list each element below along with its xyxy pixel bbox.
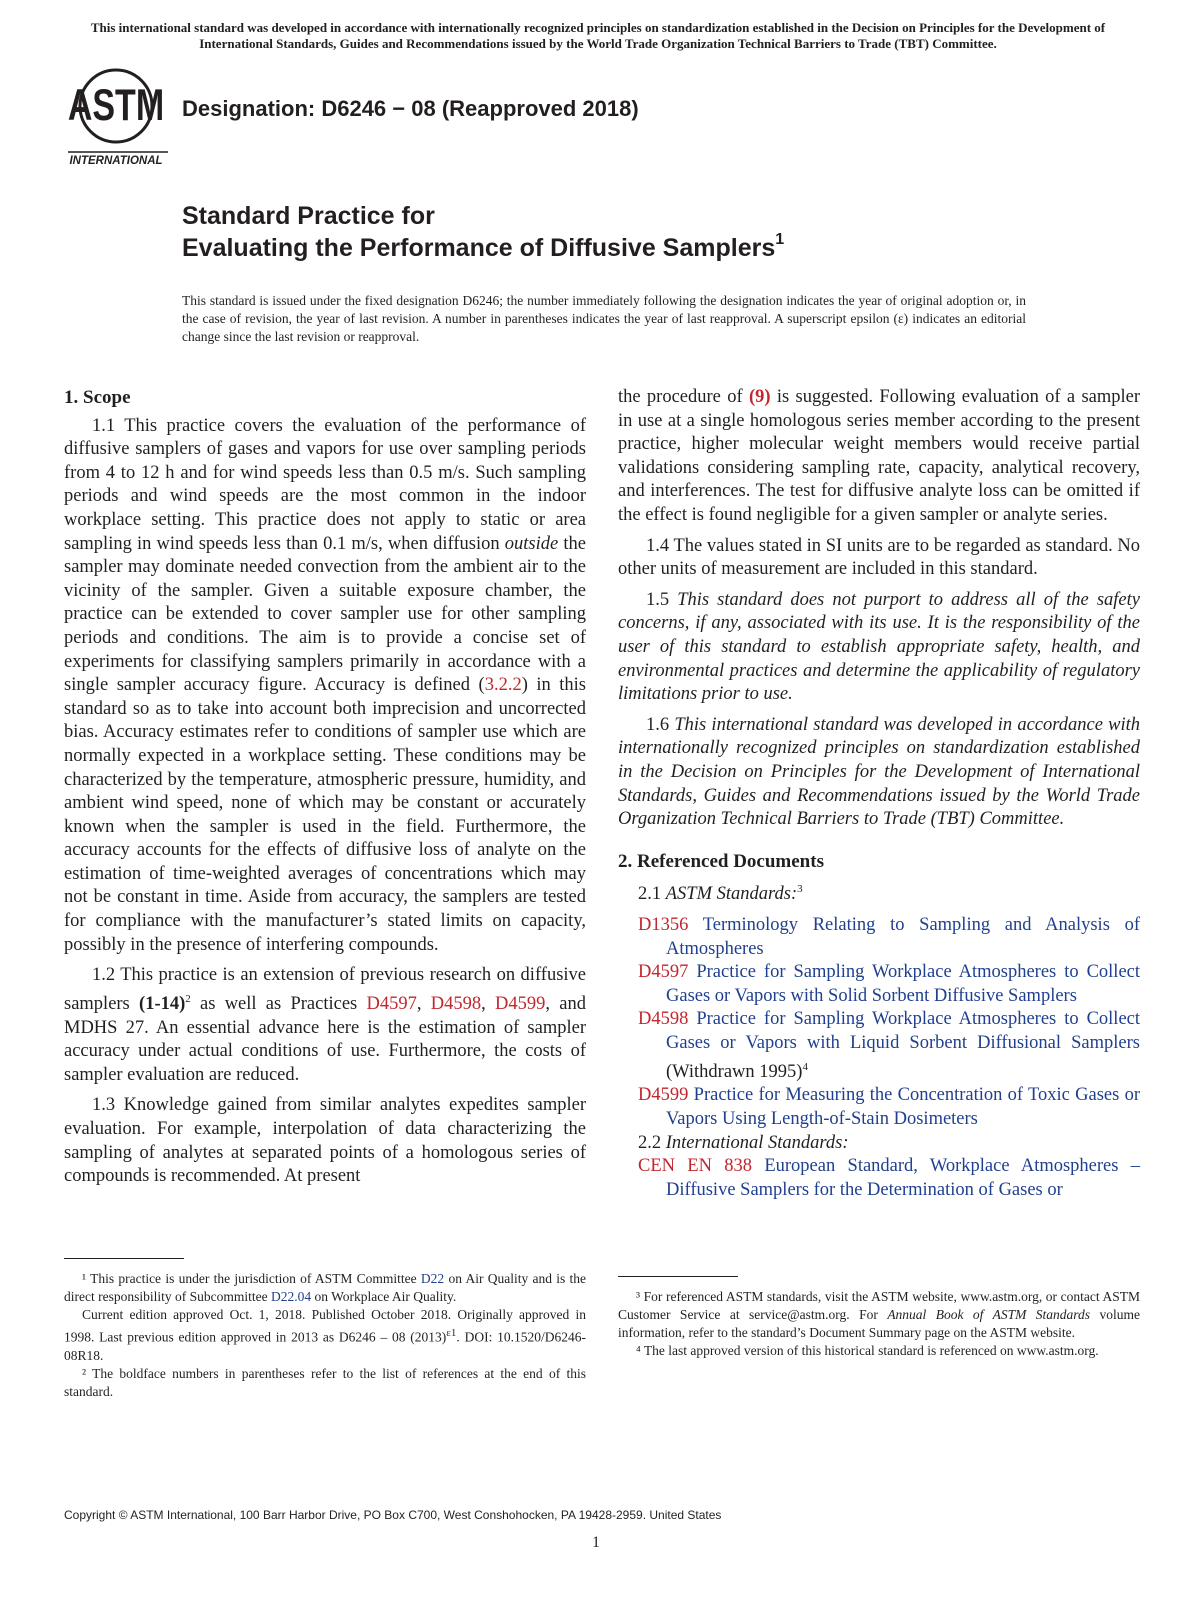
footnote-4: ⁴ The last approved version of this historical standard is referenced on www.astm.org. — [636, 1343, 1099, 1358]
list-item[interactable]: D4597 Practice for Sampling Workplace Atmospheres to Collect Gases or Vapors with Solid Sorbent Diffusive Samplers — [638, 962, 1141, 1006]
reference-link-9[interactable]: (9) — [748, 387, 771, 407]
standard-link-d4598[interactable]: D4598 — [430, 994, 482, 1014]
footnote-3: ³ For referenced ASTM standards, visit the ASTM website, www.astm.org, or contact ASTM Customer Service at service@astm.org. For Annual Book of ASTM Standards volume information, refer to the standard’s Document Summary page on the ASTM website. — [618, 1289, 1140, 1340]
copyright-line: Copyright © ASTM International, 100 Barr Harbor Drive, PO Box C700, West Conshohocken, PA 19428-2959. United States — [64, 1508, 722, 1522]
standard-link-d4597[interactable]: D4597 — [366, 994, 417, 1014]
astm-logo-icon — [64, 64, 172, 170]
footnote-2: ² The boldface numbers in parentheses refer to the list of references at the end of this standard. — [64, 1365, 586, 1399]
svg-text:INTERNATIONAL: INTERNATIONAL — [69, 155, 163, 167]
footnote-1-edition: Current edition approved Oct. 1, 2018. Published October 2018. Originally approved in 1998. Last previous edition approved in 2013 as D6246 – 08 $(2013)^{\varepsilon 1}$. DOI: 10.1520/D6246-08R18. — [64, 1307, 586, 1363]
astm-standards-list — [618, 914, 1140, 1132]
standard-link-d4599[interactable]: D4599 — [495, 994, 546, 1014]
title-text: Evaluating the Performance of Diffusive Samplers — [182, 234, 776, 262]
list-item[interactable]: D4598 Practice for Sampling Workplace Atmospheres to Collect Gases or Vapors with Liquid Sorbent Diffusional Samplers (Withdrawn 1995)$^4$ — [638, 1009, 1141, 1082]
document-title — [182, 200, 784, 264]
reference-link[interactable]: (1-14) — [139, 994, 186, 1014]
subcommittee-link-d22-04[interactable]: D22.04 — [270, 1289, 312, 1304]
referenced-documents-heading: 2. Referenced Documents — [618, 850, 824, 872]
footnote-divider-right — [618, 1276, 738, 1277]
scope-para-1-4: 1.4 The values stated in SI units are to be regarded as standard. No other units of measurement are included in this standard. — [618, 535, 1140, 580]
svg-text:ASTM: ASTM — [67, 80, 165, 130]
section-link-3-2-2[interactable]: 3.2.2 — [484, 675, 522, 696]
issuance-note: This standard is issued under the fixed designation D6246; the number immediately following the designation indicates the year of original adoption or, in the case of revision, the year of last revision. A number in parentheses indicates the year of last reapproval. A superscript epsilon (ε) indicates an editorial change since the last revision or reapproval. — [182, 293, 1026, 344]
astm-logo — [64, 64, 172, 170]
scope-para-1-6: 1.6 This international standard was developed in accordance with internationally recognized principles on standardization established in the Decision on Principles for the Development of International Standards, Guides and Recommendations issued by the World Trade Organization Technical Barriers to Trade (TBT) Committee. — [618, 714, 1141, 830]
title-line-1: Standard Practice for — [182, 202, 435, 230]
scope-heading: 1. Scope — [64, 387, 131, 408]
title-footnote-mark[interactable]: 1 — [775, 231, 785, 248]
title-line-2 — [182, 232, 784, 264]
list-item[interactable]: D1356 Terminology Relating to Sampling and Analysis of Atmospheres — [638, 915, 1140, 959]
footnote-divider-left — [64, 1258, 184, 1259]
tbt-notice: This international standard was developed in accordance with internationally recognized principles on standardization established in the Decision on Principles for the Development of International Standards, Guides and Recommendations issued by the World Trade Organization Technical Barriers to Trade (TBT) Committee. — [90, 20, 1106, 51]
right-column — [618, 386, 1140, 1202]
footnote-1: ¹ This practice is under the jurisdiction of ASTM Committee D22 on Air Quality and is the direct responsibility of Subcommittee D22.04 on Workplace Air Quality. — [64, 1271, 587, 1304]
committee-link-d22[interactable]: D22 — [420, 1271, 445, 1286]
international-standards-list — [618, 1155, 1140, 1202]
scope-para-1-3: 1.3 Knowledge gained from similar analytes expedites sampler evaluation. For example, interpolation of data characterizing the sampling of analytes at separated points of a homologous series of compounds is recommended. At present — [64, 1095, 586, 1187]
page-number: 1 — [592, 1534, 600, 1551]
scope-para-1-5: 1.5 This standard does not purport to address all of the safety concerns, if any, associated with its use. It is the responsibility of the user of this standard to establish appropriate safety, health, and environmental practices and determine the applicability of regulatory limitations prior to use. — [618, 589, 1140, 705]
scope-para-1-2: 1.2 This practice is an extension of previous research on diffusive samplers $(1-14)^2$ as well as Practices D4597, D4598, D4599, and MDHS 27. An essential advance here is the estimation of sampler accuracy under actual conditions of use. Furthermore, the costs of sampler evaluation are reduced. — [64, 965, 587, 1085]
scope-para-1-3-cont: the procedure of (9) is suggested. Following evaluation of a sampler in use at a single homologous series member according to the present practice, higher molecular weight members would receive partial validations considering sampling rate, capacity, analytical recovery, and interferences. The test for diffusive analyte loss can be omitted if the effect is found negligible for a given sampler or analyte series. — [618, 387, 1141, 525]
international-standards-label: 2.2 International Standards: — [638, 1132, 849, 1153]
scope-para-1-1: 1.1 This practice covers the evaluation of the performance of diffusive samplers of gases and vapors for use over sampling periods from 4 to 12 h and for wind speeds less than 0.5 m/s. Such sampling periods and wind speeds are the most common in the indoor workplace setting. This practice does not apply to static or area sampling in wind speeds less than 0.1 m/s, when diffusion outside the sampler may dominate needed convection from the ambient air to the vicinity of the sampler. Given a suitable exposure chamber, the practice can be extended to cover sampler use for other sampling periods and conditions. The aim is to provide a concise set of experiments for classifying samplers primarily in accordance with a single sampler accuracy figure. Accuracy is defined (3.2.2) in this standard so as to take into account both imprecision and uncorrected bias. Accuracy estimates refer to conditions of sampler use which are normally expected in a workplace setting. These conditions may be characterized by the temperature, atmospheric pressure, humidity, and ambient wind speed, none of which may be constant or accurately known when the sampler is used in the field. Furthermore, the accuracy accounts for the effects of diffusive loss of analyte on the estimation of time-weighted averages of concentrations which may not be constant in time. Aside from accuracy, the samplers are tested for compliance with the manufacturer’s stated limits on capacity, possibly in the presence of interfering compounds. — [64, 415, 586, 955]
left-column — [64, 386, 586, 1196]
footnotes-right — [618, 1288, 1140, 1360]
list-item[interactable]: CEN EN 838 European Standard, Workplace Atmospheres – Diffusive Samplers for the Determination of Gases or — [638, 1156, 1141, 1200]
footnotes-left — [64, 1270, 586, 1401]
astm-standards-label: 2.1 ASTM Standards:$^3$ — [638, 883, 803, 905]
list-item[interactable]: D4599 Practice for Measuring the Concentration of Toxic Gases or Vapors Using Length-of-Stain Dosimeters — [638, 1085, 1141, 1129]
designation: Designation: D6246 − 08 (Reapproved 2018) — [182, 96, 639, 121]
